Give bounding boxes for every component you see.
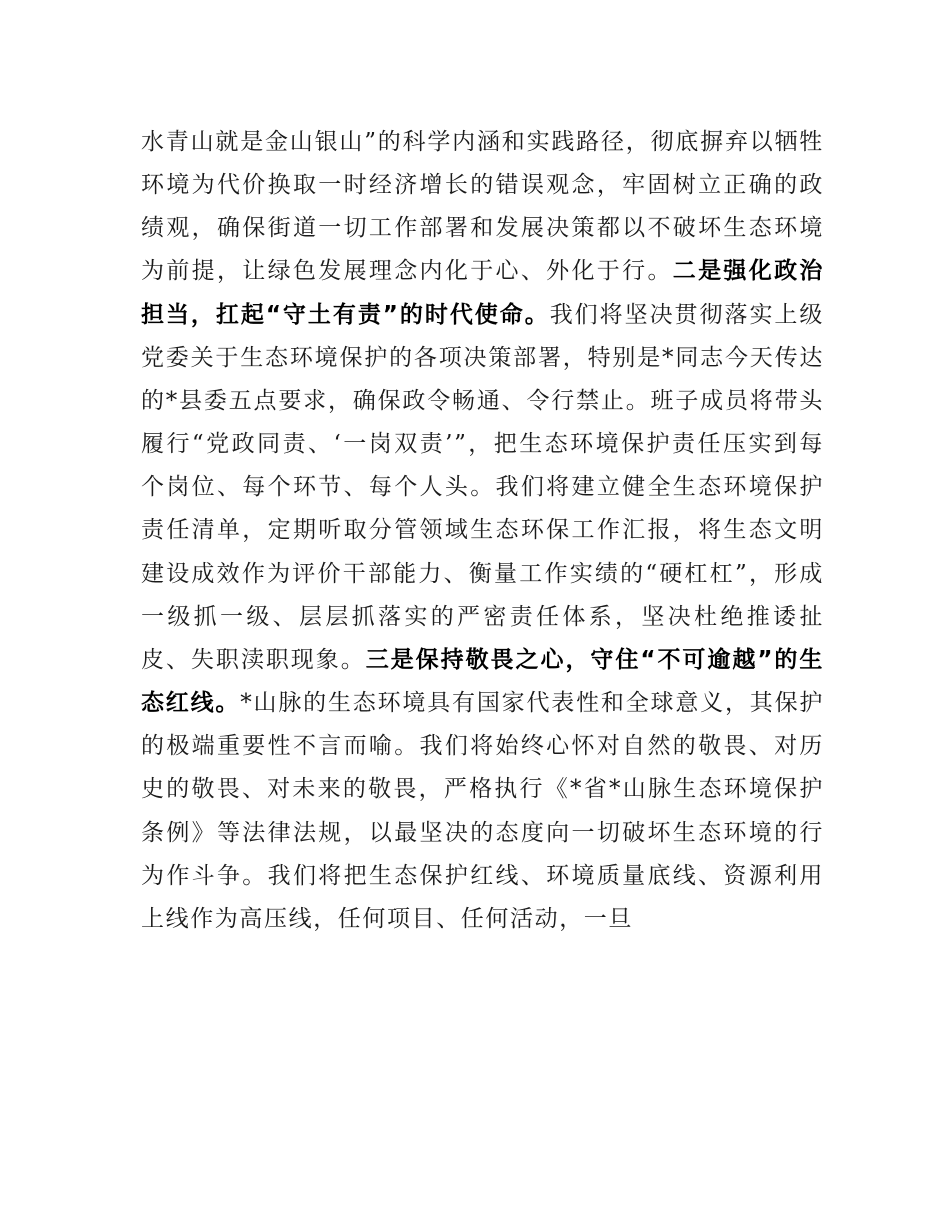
paragraph-text-segment: 水青山就是金山银山”的科学内涵和实践路径，彻底摒弃以牺牲环境为代价换取一时经济增长的错误观念，牢固树立正确的政绩观，确保街道一切工作部署和发展决策都以不破坏生态环境为前提，让绿色发展理念内化于心、外化于行。 xyxy=(141,129,824,285)
paragraph-text-segment: 我们将坚决贯彻落实上级党委关于生态环境保护的各项决策部署，特别是*同志今天传达的*县委五点要求，确保政令畅通、令行禁止。班子成员将带头履行“党政同责、‘一岗双责’”，把生态环境保护责任压实到每个岗位、每个环节、每个人头。我们将建立健全生态环境保护责任清单，定期听取分管领域生态环保工作汇报，将生态文明建设成效作为评价干部能力、衡量工作实绩的“硬杠杠”，形成一级抓一级、层层抓落实的严密责任体系，坚决杜绝推诿扯皮、失职渎职现象。 xyxy=(141,301,824,673)
bold-heading-segment: 二是强化政治担当，扛起“守土有责”的时代使命。 xyxy=(141,258,824,328)
body-paragraph xyxy=(141,121,824,941)
paragraph-text-segment: *山脉的生态环境具有国家代表性和全球意义，其保护的极端重要性不言而喻。我们将始终心怀对自然的敬畏、对历史的敬畏、对未来的敬畏，严格执行《*省*山脉生态环境保护条例》等法律法规，以最坚决的态度向一切破坏生态环境的行为作斗争。我们将把生态保护红线、环境质量底线、资源利用上线作为高压线，任何项目、任何活动，一旦 xyxy=(141,690,824,932)
bold-heading-segment: 三是保持敬畏之心，守住“不可逾越”的生态红线。 xyxy=(141,646,824,717)
